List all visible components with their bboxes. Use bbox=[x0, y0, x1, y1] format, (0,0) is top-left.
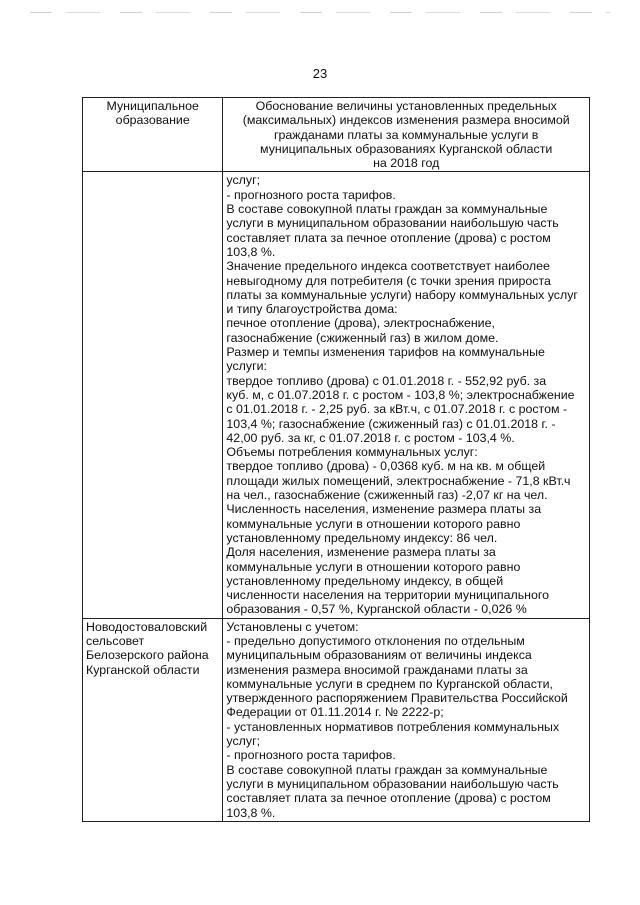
scan-artifact-line bbox=[30, 12, 610, 13]
header-justification-line: муниципальных образованиях Курганской области bbox=[260, 141, 553, 156]
municipality-cell bbox=[83, 618, 223, 821]
justification-line: с 01.01.2018 г. - 2,25 руб. за кВт.ч, с 01.07.2018 г. с ростом - bbox=[226, 402, 568, 417]
justification-line: площади жилых помещений, электроснабжение - 71,8 кВт.ч bbox=[226, 473, 571, 488]
justification-line: Объемы потребления коммунальных услуг: bbox=[226, 445, 478, 460]
header-municipality-line: Муниципальное bbox=[106, 99, 199, 113]
justification-line: 103,8 %. bbox=[226, 244, 276, 259]
table-row bbox=[83, 618, 590, 821]
justification-line: услуги в муниципальном образовании наибольшую часть bbox=[226, 776, 559, 791]
justification-line: коммунальные услуги в отношении которого равно bbox=[226, 559, 521, 574]
justification-line: - прогнозного роста тарифов. bbox=[226, 187, 396, 202]
municipality-line: сельсовет bbox=[86, 633, 145, 648]
justification-line: куб. м, с 01.07.2018 г. с ростом - 103,8 %; электроснабжение bbox=[226, 387, 575, 402]
justification-line: В составе совокупной платы граждан за коммунальные bbox=[226, 202, 548, 217]
justification-line: услуг; bbox=[226, 173, 261, 188]
justification-line: невыгодному для потребителя (с точки зрения прироста bbox=[226, 273, 551, 288]
justification-line: муниципальным образованиям от величины индекса bbox=[226, 648, 532, 663]
header-justification-line: гражданами платы за коммунальные услуги в bbox=[274, 127, 539, 142]
header-municipality-line: образование bbox=[115, 113, 190, 128]
justification-line: образования - 0,57 %, Курганской области - 0,026 % bbox=[226, 602, 527, 617]
justification-line: Установлены с учетом: bbox=[226, 619, 359, 634]
justification-line: печное отопление (дрова), электроснабжение, bbox=[226, 316, 495, 331]
header-justification-line: Обоснование величины установленных предельных bbox=[255, 99, 557, 113]
justification-cell bbox=[223, 618, 590, 821]
table-header-row bbox=[83, 98, 590, 172]
justification-line: - предельно допустимого отклонения по отдельным bbox=[226, 633, 525, 648]
justification-line: платы за коммунальные услуги) набору коммунальных услуг bbox=[226, 287, 578, 302]
justification-line: услуги: bbox=[226, 359, 267, 374]
justification-line: изменения размера вносимой гражданами платы за bbox=[226, 662, 528, 677]
table-body bbox=[83, 172, 590, 821]
justification-line: 42,00 руб. за кг, с 01.07.2018 г. с ростом - 103,4 %. bbox=[226, 430, 515, 445]
justification-line: - установленных нормативов потребления коммунальных bbox=[226, 719, 560, 734]
page-number: 23 bbox=[312, 66, 328, 81]
table-row bbox=[83, 172, 590, 618]
justification-line: услуги в муниципальном образовании наибольшую часть bbox=[226, 216, 559, 231]
justification-line: коммунальные услуги в отношении которого равно bbox=[226, 516, 521, 531]
header-justification bbox=[223, 98, 590, 172]
justification-line: 103,4 %; газоснабжение (сжиженный газ) с 01.01.2018 г. - bbox=[226, 416, 556, 431]
justification-table bbox=[82, 97, 590, 822]
justification-line: Федерации от 01.11.2014 г. № 2222-р; bbox=[226, 705, 444, 720]
justification-line: газоснабжение (сжиженный газ) в жилом доме. bbox=[226, 330, 499, 345]
justification-line: Размер и темпы изменения тарифов на коммунальные bbox=[226, 345, 545, 360]
justification-line: твердое топливо (дрова) - 0,0368 куб. м на кв. м общей bbox=[226, 459, 546, 474]
header-justification-line: на 2018 год bbox=[373, 156, 440, 171]
municipality-cell bbox=[83, 172, 223, 618]
justification-line: В составе совокупной платы граждан за коммунальные bbox=[226, 762, 548, 777]
justification-line: утвержденного распоряжением Правительства Российской bbox=[226, 691, 568, 706]
justification-line: твердое топливо (дрова) с 01.01.2018 г. - 552,92 руб. за bbox=[226, 373, 547, 388]
header-justification-line: (максимальных) индексов изменения размера вносимой bbox=[242, 113, 570, 128]
justification-cell bbox=[223, 172, 590, 618]
header-municipality bbox=[83, 98, 223, 172]
municipality-line: Белозерского района bbox=[86, 648, 209, 663]
justification-line: 103,8 %. bbox=[226, 805, 276, 820]
municipality-line: Курганской области bbox=[86, 662, 200, 677]
municipality-line: Новодостоваловский bbox=[86, 619, 208, 634]
justification-line: и типу благоустройства дома: bbox=[226, 302, 398, 317]
justification-line: численности населения на территории муниципального bbox=[226, 588, 550, 603]
justification-line: - прогнозного роста тарифов. bbox=[226, 748, 396, 763]
justification-line: установленному предельному индексу, в общей bbox=[226, 573, 504, 588]
justification-line: коммунальные услуги в среднем по Курганской области, bbox=[226, 676, 553, 691]
justification-line: составляет плата за печное отопление (дрова) с ростом bbox=[226, 230, 551, 245]
justification-line: Значение предельного индекса соответствует наиболее bbox=[226, 259, 550, 274]
justification-line: установленному предельному индексу: 86 чел. bbox=[226, 530, 498, 545]
justification-line: составляет плата за печное отопление (дрова) с ростом bbox=[226, 791, 551, 806]
justification-line: услуг; bbox=[226, 734, 261, 749]
justification-line: Доля населения, изменение размера платы за bbox=[226, 545, 496, 560]
justification-line: Численность населения, изменение размера платы за bbox=[226, 502, 542, 517]
justification-line: на чел., газоснабжение (сжиженный газ) -2,07 кг на чел. bbox=[226, 488, 548, 503]
